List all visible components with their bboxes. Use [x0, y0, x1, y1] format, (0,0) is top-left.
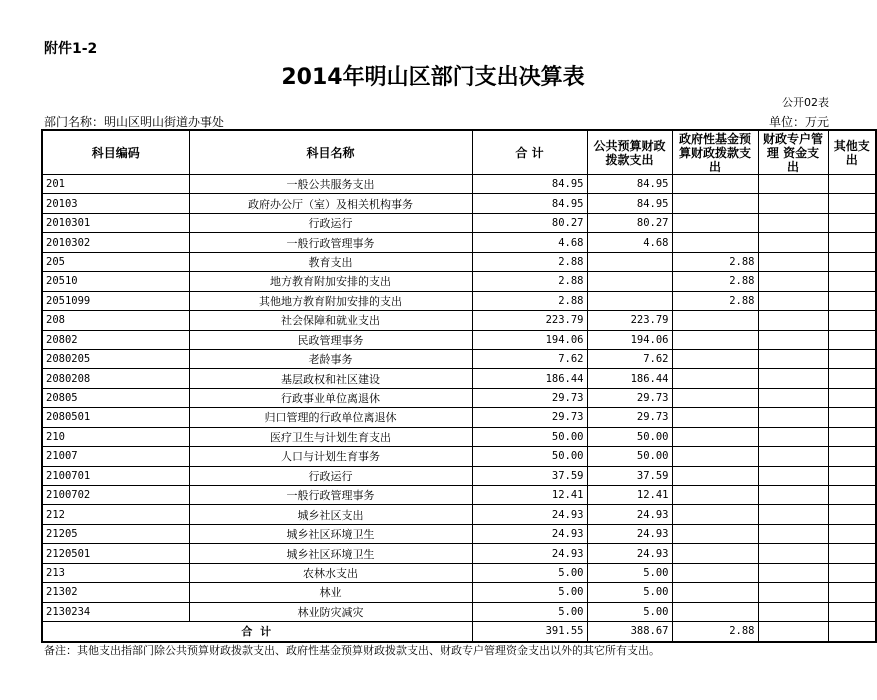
cell-total: 2.88 — [472, 272, 587, 291]
cell-fund-budget — [672, 466, 758, 485]
cell-special-account — [758, 408, 828, 427]
table-row — [42, 175, 876, 194]
cell-special-account — [758, 544, 828, 563]
cell-code: 20802 — [42, 330, 189, 349]
table-row — [42, 563, 876, 582]
cell-other — [828, 272, 876, 291]
cell-fund-budget: 2.88 — [672, 252, 758, 271]
cell-other — [828, 175, 876, 194]
cell-name: 民政管理事务 — [189, 330, 472, 349]
cell-fund-budget — [672, 524, 758, 543]
cell-public-budget: 186.44 — [587, 369, 672, 388]
table-row — [42, 583, 876, 602]
table-row — [42, 486, 876, 505]
cell-total: 2.88 — [472, 252, 587, 271]
cell-total: 29.73 — [472, 388, 587, 407]
cell-code: 20103 — [42, 194, 189, 213]
total-label: 合 计 — [42, 622, 472, 642]
cell-special-account — [758, 233, 828, 252]
header-code: 科目编码 — [42, 130, 189, 175]
cell-total: 80.27 — [472, 213, 587, 232]
cell-public-budget: 50.00 — [587, 427, 672, 446]
cell-total: 194.06 — [472, 330, 587, 349]
header-fund-budget: 政府性基金预算财政拨款支出 — [672, 130, 758, 175]
cell-total: 4.68 — [472, 233, 587, 252]
cell-fund-budget — [672, 194, 758, 213]
cell-name: 林业 — [189, 583, 472, 602]
form-number: 公开02表 — [782, 96, 829, 109]
cell-code: 2100702 — [42, 486, 189, 505]
cell-public-budget: 29.73 — [587, 388, 672, 407]
cell-other — [828, 291, 876, 310]
cell-name: 农林水支出 — [189, 563, 472, 582]
cell-name: 人口与计划生育事务 — [189, 447, 472, 466]
cell-special-account — [758, 388, 828, 407]
cell-other — [828, 583, 876, 602]
cell-special-account — [758, 486, 828, 505]
expenditure-table — [41, 129, 877, 643]
cell-name: 一般公共服务支出 — [189, 175, 472, 194]
cell-name: 行政运行 — [189, 466, 472, 485]
cell-code: 2010301 — [42, 213, 189, 232]
cell-fund-budget: 2.88 — [672, 272, 758, 291]
footnote: 备注：其他支出指部门除公共预算财政拨款支出、政府性基金预算财政拨款支出、财政专户管理资金支出以外的其它所有支出。 — [44, 644, 660, 657]
cell-code: 2080501 — [42, 408, 189, 427]
cell-public-budget: 84.95 — [587, 175, 672, 194]
cell-public-budget: 37.59 — [587, 466, 672, 485]
cell-total: 5.00 — [472, 583, 587, 602]
cell-code: 210 — [42, 427, 189, 446]
cell-fund-budget — [672, 311, 758, 330]
cell-public-budget: 5.00 — [587, 563, 672, 582]
department-name: 部门名称：明山区明山街道办事处 — [44, 115, 225, 129]
cell-other — [828, 213, 876, 232]
cell-total: 29.73 — [472, 408, 587, 427]
cell-name: 医疗卫生与计划生育支出 — [189, 427, 472, 446]
cell-name: 一般行政管理事务 — [189, 486, 472, 505]
table-row — [42, 427, 876, 446]
cell-other — [828, 369, 876, 388]
cell-code: 201 — [42, 175, 189, 194]
cell-code: 208 — [42, 311, 189, 330]
table-row — [42, 233, 876, 252]
table-row — [42, 466, 876, 485]
table-row — [42, 252, 876, 271]
cell-special-account — [758, 563, 828, 582]
cell-other — [828, 252, 876, 271]
cell-fund-budget — [672, 233, 758, 252]
cell-fund-budget — [672, 544, 758, 563]
cell-special-account — [758, 524, 828, 543]
cell-special-account — [758, 466, 828, 485]
table-row — [42, 505, 876, 524]
table-row — [42, 330, 876, 349]
cell-public-budget: 24.93 — [587, 505, 672, 524]
cell-other — [828, 408, 876, 427]
table-row — [42, 388, 876, 407]
cell-fund-budget — [672, 427, 758, 446]
table-row — [42, 291, 876, 310]
table-row — [42, 369, 876, 388]
cell-code: 2010302 — [42, 233, 189, 252]
table-row — [42, 447, 876, 466]
cell-fund-budget: 2.88 — [672, 291, 758, 310]
cell-other — [828, 524, 876, 543]
cell-public-budget: 29.73 — [587, 408, 672, 427]
cell-public-budget: 24.93 — [587, 524, 672, 543]
cell-total: 24.93 — [472, 544, 587, 563]
cell-public-budget: 194.06 — [587, 330, 672, 349]
cell-code: 212 — [42, 505, 189, 524]
cell-public-budget: 50.00 — [587, 447, 672, 466]
cell-code: 213 — [42, 563, 189, 582]
cell-special-account — [758, 213, 828, 232]
cell-code: 205 — [42, 252, 189, 271]
cell-name: 政府办公厅（室）及相关机构事务 — [189, 194, 472, 213]
cell-fund-budget — [672, 349, 758, 368]
cell-fund-budget — [672, 486, 758, 505]
cell-total: 24.93 — [472, 505, 587, 524]
cell-fund-budget — [672, 175, 758, 194]
table-row — [42, 349, 876, 368]
cell-public-budget: 12.41 — [587, 486, 672, 505]
cell-name: 归口管理的行政单位离退休 — [189, 408, 472, 427]
cell-total: 2.88 — [472, 291, 587, 310]
cell-public-budget — [587, 291, 672, 310]
cell-other — [828, 544, 876, 563]
cell-total: 84.95 — [472, 194, 587, 213]
cell-name: 一般行政管理事务 — [189, 233, 472, 252]
cell-fund-budget — [672, 447, 758, 466]
cell-name: 社会保障和就业支出 — [189, 311, 472, 330]
cell-special-account — [758, 369, 828, 388]
cell-public-budget: 80.27 — [587, 213, 672, 232]
table-row — [42, 272, 876, 291]
cell-special-account — [758, 330, 828, 349]
cell-name: 基层政权和社区建设 — [189, 369, 472, 388]
cell-code: 20510 — [42, 272, 189, 291]
page-title: 2014年明山区部门支出决算表 — [281, 65, 585, 90]
cell-special-account — [758, 349, 828, 368]
cell-name: 城乡社区环境卫生 — [189, 524, 472, 543]
cell-code: 2080205 — [42, 349, 189, 368]
cell-name: 行政运行 — [189, 213, 472, 232]
cell-code: 2130234 — [42, 602, 189, 621]
cell-code: 2080208 — [42, 369, 189, 388]
cell-other — [828, 311, 876, 330]
header-row — [42, 130, 876, 175]
cell-other — [828, 602, 876, 621]
cell-total: 50.00 — [472, 427, 587, 446]
cell-special-account — [758, 311, 828, 330]
header-public-budget: 公共预算财政拨款支出 — [587, 130, 672, 175]
cell-special-account — [758, 447, 828, 466]
cell-public-budget — [587, 272, 672, 291]
cell-total: 24.93 — [472, 524, 587, 543]
cell-other — [828, 330, 876, 349]
cell-public-budget: 7.62 — [587, 349, 672, 368]
cell-other — [828, 194, 876, 213]
header-total: 合 计 — [472, 130, 587, 175]
table-row — [42, 311, 876, 330]
cell-special-account — [758, 175, 828, 194]
cell-total: 223.79 — [472, 311, 587, 330]
cell-special-account — [758, 194, 828, 213]
cell-other — [828, 349, 876, 368]
table-row — [42, 524, 876, 543]
cell-other — [828, 447, 876, 466]
cell-public-budget — [587, 252, 672, 271]
cell-other — [828, 563, 876, 582]
total-fund: 2.88 — [672, 622, 758, 642]
cell-name: 其他地方教育附加安排的支出 — [189, 291, 472, 310]
cell-special-account — [758, 252, 828, 271]
cell-fund-budget — [672, 369, 758, 388]
cell-code: 2051099 — [42, 291, 189, 310]
cell-other — [828, 388, 876, 407]
cell-name: 城乡社区环境卫生 — [189, 544, 472, 563]
cell-other — [828, 466, 876, 485]
cell-code: 21007 — [42, 447, 189, 466]
cell-public-budget: 4.68 — [587, 233, 672, 252]
total-special — [758, 622, 828, 642]
total-row — [42, 622, 876, 642]
cell-fund-budget — [672, 408, 758, 427]
cell-name: 林业防灾减灾 — [189, 602, 472, 621]
cell-special-account — [758, 272, 828, 291]
cell-special-account — [758, 602, 828, 621]
cell-code: 21205 — [42, 524, 189, 543]
cell-other — [828, 505, 876, 524]
total-sum: 391.55 — [472, 622, 587, 642]
cell-fund-budget — [672, 213, 758, 232]
header-special-account: 财政专户管理 资金支出 — [758, 130, 828, 175]
cell-fund-budget — [672, 602, 758, 621]
cell-public-budget: 5.00 — [587, 602, 672, 621]
cell-code: 21302 — [42, 583, 189, 602]
cell-name: 教育支出 — [189, 252, 472, 271]
cell-public-budget: 84.95 — [587, 194, 672, 213]
attachment-label: 附件1-2 — [44, 41, 98, 57]
cell-public-budget: 223.79 — [587, 311, 672, 330]
cell-name: 城乡社区支出 — [189, 505, 472, 524]
header-other: 其他支出 — [828, 130, 876, 175]
cell-total: 37.59 — [472, 466, 587, 485]
total-public: 388.67 — [587, 622, 672, 642]
cell-name: 地方教育附加安排的支出 — [189, 272, 472, 291]
cell-name: 行政事业单位离退休 — [189, 388, 472, 407]
table-row — [42, 213, 876, 232]
table-row — [42, 194, 876, 213]
unit-label: 单位：万元 — [768, 115, 829, 129]
cell-fund-budget — [672, 583, 758, 602]
cell-special-account — [758, 291, 828, 310]
cell-public-budget: 24.93 — [587, 544, 672, 563]
cell-total: 12.41 — [472, 486, 587, 505]
cell-other — [828, 233, 876, 252]
cell-name: 老龄事务 — [189, 349, 472, 368]
cell-total: 5.00 — [472, 602, 587, 621]
header-name: 科目名称 — [189, 130, 472, 175]
cell-total: 84.95 — [472, 175, 587, 194]
cell-other — [828, 486, 876, 505]
cell-fund-budget — [672, 505, 758, 524]
cell-special-account — [758, 427, 828, 446]
cell-fund-budget — [672, 330, 758, 349]
table-row — [42, 602, 876, 621]
table-row — [42, 408, 876, 427]
cell-total: 7.62 — [472, 349, 587, 368]
cell-code: 20805 — [42, 388, 189, 407]
total-other — [828, 622, 876, 642]
cell-public-budget: 5.00 — [587, 583, 672, 602]
cell-special-account — [758, 583, 828, 602]
cell-total: 186.44 — [472, 369, 587, 388]
table-row — [42, 544, 876, 563]
cell-total: 5.00 — [472, 563, 587, 582]
cell-fund-budget — [672, 388, 758, 407]
cell-code: 2100701 — [42, 466, 189, 485]
cell-total: 50.00 — [472, 447, 587, 466]
cell-special-account — [758, 505, 828, 524]
cell-other — [828, 427, 876, 446]
cell-code: 2120501 — [42, 544, 189, 563]
cell-fund-budget — [672, 563, 758, 582]
